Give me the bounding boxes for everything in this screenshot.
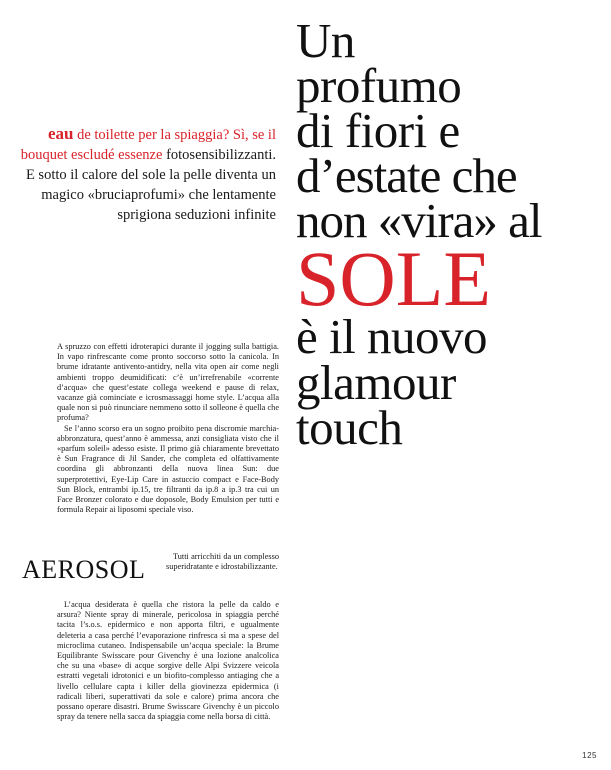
standfirst-black: fotosensibilizzanti. E sotto il calore del sole la pelle diventa un magico «bruciaprofumi» che lentamente sprigiona seduzioni infinite — [25, 147, 276, 224]
page-number: 125 — [582, 751, 597, 760]
headline-hero-word: SOLE — [296, 235, 491, 323]
body-column-1 — [57, 342, 279, 515]
body-column-inset — [166, 552, 279, 572]
headline-line-2: profumo — [296, 58, 462, 114]
body-paragraph: A spruzzo con effetti idroterapici durante il jogging sulla battigia. In vapo rinfrescante come pronto soccorso sotto la canicola. In brume idratante antivento-antidry, nella vita open air come negli ambienti troppo deumidificati: c’è un’irrefrenabile «corrente d’acqua» che quest’estate collega weekend e pause di relax, vacanze già cominciate e icrosmassaggi home style. L’acqua alla quale non si può rinunciare nemmeno sotto il solleone è quella che profuma? — [57, 342, 279, 423]
headline-line-8: touch — [296, 399, 403, 455]
standfirst-red-2: Sì, se il bouquet escludé essenze — [20, 127, 276, 164]
headline-line-6: è il nuovo — [296, 309, 487, 365]
headline-line-4: d’estate che — [296, 148, 517, 204]
standfirst — [20, 122, 276, 225]
headline-line-3: di fiori e — [296, 103, 460, 159]
headline-line-5: non «vira» al — [296, 193, 542, 249]
headline-line-7: glamour — [296, 354, 456, 410]
body-paragraph: L’acqua desiderata è quella che ristora la pelle da caldo e arsura? Niente spray di minerale, pericolosa in spiaggia perché tacita l’s.o.s. epidermico e non apporta filtri, e ugualmente deleteria a casa perché l’evaporazione rinfresca sì ma a spese del microclima cutaneo. Indispensabile un’acqua speciale: la Brume Equilibrante Swisscare pour Givenchy è una lozione analcolica che su una «base» di acque sorgive delle Alpi Svizzere veicola estratti vegetali idrotonici e un biofito-complesso antiaging che a livello cellulare capta i killer della giovinezza epidermica (i radicali liberi, superattivati da sole e calore) prima ancora che possano operare disastri. Brume Swisscare Givenchy è un piccolo spray da tenere nella sacca da spiaggia come nella borsa di città. — [57, 600, 279, 722]
section-heading-aerosol: AEROSOL — [22, 555, 146, 584]
body-column-2 — [57, 600, 279, 722]
body-paragraph: Tutti arricchiti da un complesso superidratante e idrostabilizzante. — [166, 552, 279, 572]
standfirst-red-1: de toilette per la spiaggia? — [73, 127, 230, 143]
body-paragraph: Se l’anno scorso era un sogno proibito pena discromie marchia-abbronzatura, quest’anno è ammessa, anzi consigliata visto che il «parfum soleil» adesso esiste. Il primo già chiaramente brevettato è Sun Fragrance di Jil Sander, che completa ed olfattivamente coordina gli abbronzanti della nuova linea Sun: due superprotettivi, Eye-Lip Care in astuccio compact e Face-Body Sun Block, entrambi ip.15, tre filtranti da ip.8 a ip.3 tra cui un Face Bronzer colorato e due doposole, Body Emulsion per tutti e formula Repair ai liposomi speciale viso. — [57, 423, 279, 515]
headline-block — [296, 13, 602, 455]
headline-line-1: Un — [296, 13, 355, 68]
standfirst-lead-word: eau — [47, 124, 74, 143]
